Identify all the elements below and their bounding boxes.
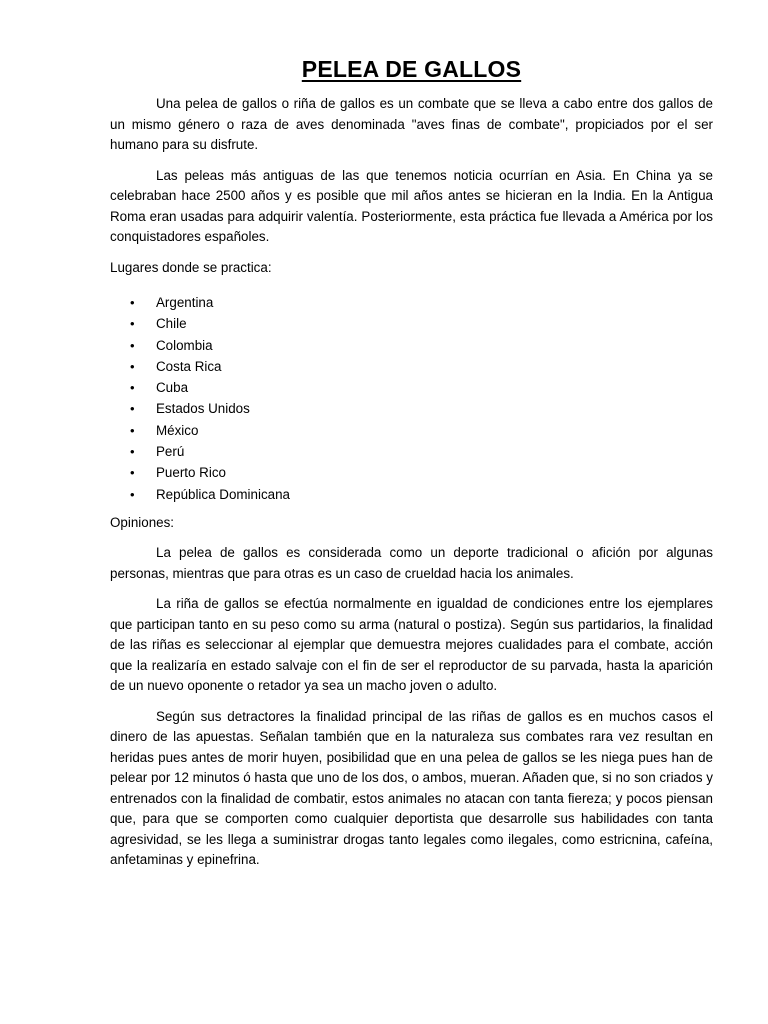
opinion-paragraph-1: La pelea de gallos es considerada como un deporte tradicional o afición por algunas personas, mientras que para otras es un caso de crueldad hacia los animales. <box>110 545 713 581</box>
list-item-label: Argentina <box>156 295 214 310</box>
list-item <box>110 377 713 398</box>
bullet-icon: • <box>130 401 135 417</box>
intro-paragraph-2: Las peleas más antiguas de las que tenemos noticia ocurrían en Asia. En China ya se celebraban hace 2500 años y es posible que mil años antes se hicieran en la India. En la Antigua Roma eran usadas para adquirir valentía. Posteriormente, esta práctica fue llevada a América por los conquistadores españoles. <box>110 167 713 244</box>
list-item-label: Estados Unidos <box>156 401 250 417</box>
list-item-label: Costa Rica <box>156 358 222 374</box>
list-item <box>110 292 713 313</box>
bullet-icon: • <box>130 422 135 438</box>
list-item <box>110 484 713 505</box>
list-item-label: Chile <box>156 316 187 332</box>
list-item-label: México <box>156 422 199 438</box>
list-item <box>110 420 713 441</box>
list-item <box>110 335 713 356</box>
list-item-label: Perú <box>156 444 185 460</box>
list-item-label: Colombia <box>156 337 213 353</box>
bullet-icon: • <box>130 316 135 332</box>
opinions-label: Opiniones: <box>110 514 175 530</box>
bullet-icon: • <box>130 380 135 396</box>
list-item <box>110 441 713 462</box>
list-item <box>110 356 713 377</box>
places-list <box>110 292 713 505</box>
bullet-icon: • <box>130 358 135 374</box>
list-item-label: Cuba <box>156 380 189 396</box>
bullet-icon: • <box>130 295 135 310</box>
list-item <box>110 398 713 419</box>
list-item <box>110 313 713 334</box>
opinion-paragraph-2: La riña de gallos se efectúa normalmente en igualdad de condiciones entre los ejemplares que participan tanto en su peso como su arma (natural o postiza). Según sus partidarios, la finalidad de las riñas es seleccionar al ejemplar que demuestra mejores cualidades para el combate, acción que la realizaría en estado salvaje con el fin de ser el reproductor de su parvada, hasta la aparición de un nuevo oponente o retador ya sea un macho joven o adulto. <box>110 596 713 694</box>
document-title: PELEA DE GALLOS <box>301 56 522 82</box>
bullet-icon: • <box>130 486 135 502</box>
list-item <box>110 462 713 483</box>
opinion-paragraph-3: Según sus detractores la finalidad principal de las riñas de gallos es en muchos casos el dinero de las apuestas. Señalan también que en la naturaleza sus combates rara vez resultan en heridas pues antes de morir huyen, posibilidad que en una pelea de gallos se les niega pues han de pelear por 12 minutos ó hasta que uno de los dos, o ambos, mueran. Añaden que, si no son criados y entrenados con la finalidad de combatir, estos animales no atacan con tanta fiereza; y pocos piensan que, para que se comporten como cualquier deportista que desarrolle sus habilidades con tanta agresividad, se les llega a suministrar drogas tanto legales como ilegales, como estricnina, cafeína, anfetaminas y epinefrina. <box>110 708 713 868</box>
list-item-label: Puerto Rico <box>156 465 226 481</box>
bullet-icon: • <box>130 444 135 460</box>
intro-paragraph-1: Una pelea de gallos o riña de gallos es un combate que se lleva a cabo entre dos gallos de un mismo género o raza de aves denominada "aves finas de combate", propiciados por el ser humano para su disfrute. <box>110 96 713 152</box>
list-item-label: República Dominicana <box>156 486 290 502</box>
places-label: Lugares donde se practica: <box>110 259 272 275</box>
bullet-icon: • <box>130 465 135 481</box>
document-page <box>110 56 713 881</box>
bullet-icon: • <box>130 337 135 353</box>
